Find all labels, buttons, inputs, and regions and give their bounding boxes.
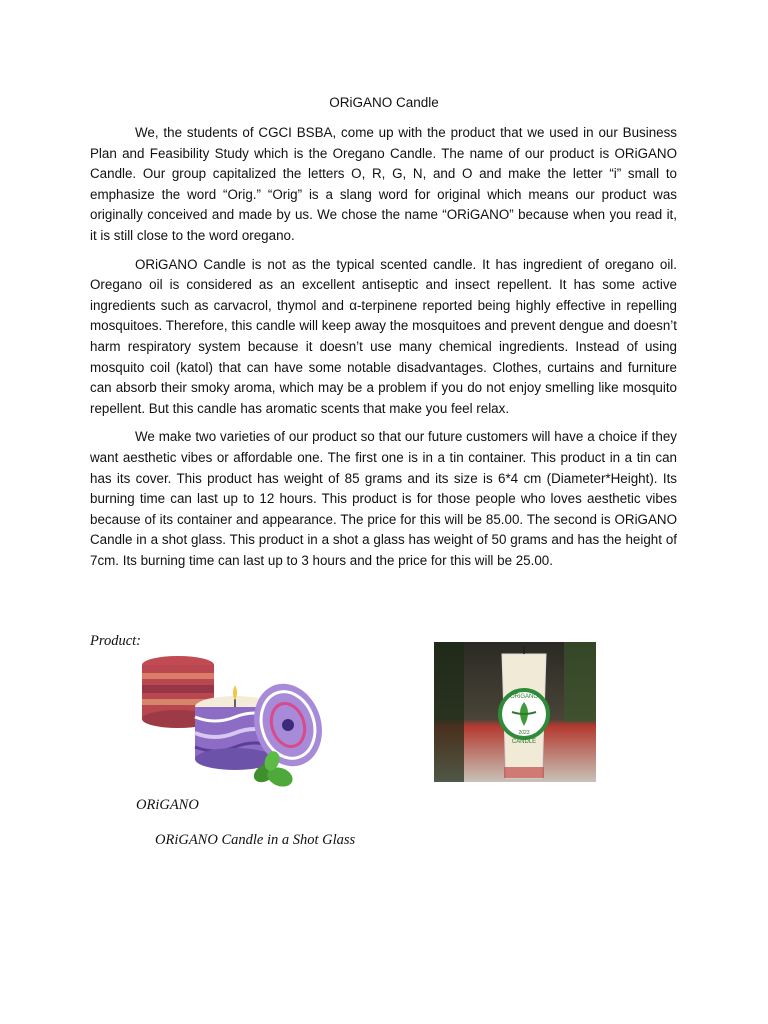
paragraph-1: We, the students of CGCI BSBA, come up with the product that we used in our Business Plan and Feasibility Study which is the Oregano Candle. The name of our product is ORiGANO Candle. Our group capitalized the letters O, R, G, N, and O and make the letter “i” small to emphasize the word “Orig.” “Orig” is a slang word for original which means our product was originally conceived and made by us. We chose the name “ORiGANO” because when you read it, it is still close to the word oregano.: [90, 125, 677, 243]
document-title: ORiGANO Candle: [329, 95, 439, 110]
product-label: Product:: [90, 633, 142, 649]
glass-label-year: 2023: [518, 730, 530, 736]
shot-glass-candle-image: [434, 642, 596, 782]
caption-tin: ORiGANO: [136, 797, 199, 813]
glass-label-bottom: CANDLE: [511, 739, 537, 745]
tin-candle-image: [140, 655, 330, 795]
glass-label-top: ORiGANO: [509, 694, 539, 700]
paragraph-3: We make two varieties of our product so that our future customers will have a choice if they want aesthetic vibes or affordable one. The first one is in a tin container. This product in a tin can has its cover. This product has weight of 85 grams and its size is 6*4 cm (Diameter*Height). Its burning time can last up to 12 hours. This product is for those people who loves aesthetic vibes because of its container and appearance. The price for this will be 85.00. The second is ORiGANO Candle in a shot glass. This product in a shot a glass has weight of 50 grams and has the height of 7cm. Its burning time can last up to 3 hours and the price for this will be 25.00.: [90, 429, 677, 568]
paragraph-2: ORiGANO Candle is not as the typical scented candle. It has ingredient of oregano oil. Oregano oil is considered as an excellent antiseptic and insect repellent. It has some active ingredients such as carvacrol, thymol and α-terpinene reported being highly effective in repelling mosquitoes. Therefore, this candle will keep away the mosquitoes and prevent dengue and doesn’t harm respiratory system because it doesn’t use many chemical ingredients. Instead of using mosquito coil (katol) that can have some notable disadvantages. Clothes, curtains and furniture can absorb their smoky aroma, which may be a problem if you do not enjoy smelling like mosquito repellent. But this candle has aromatic scents that make you feel relax.: [90, 256, 677, 416]
caption-shot-glass: ORiGANO Candle in a Shot Glass: [155, 832, 356, 848]
document-body: [90, 123, 677, 579]
